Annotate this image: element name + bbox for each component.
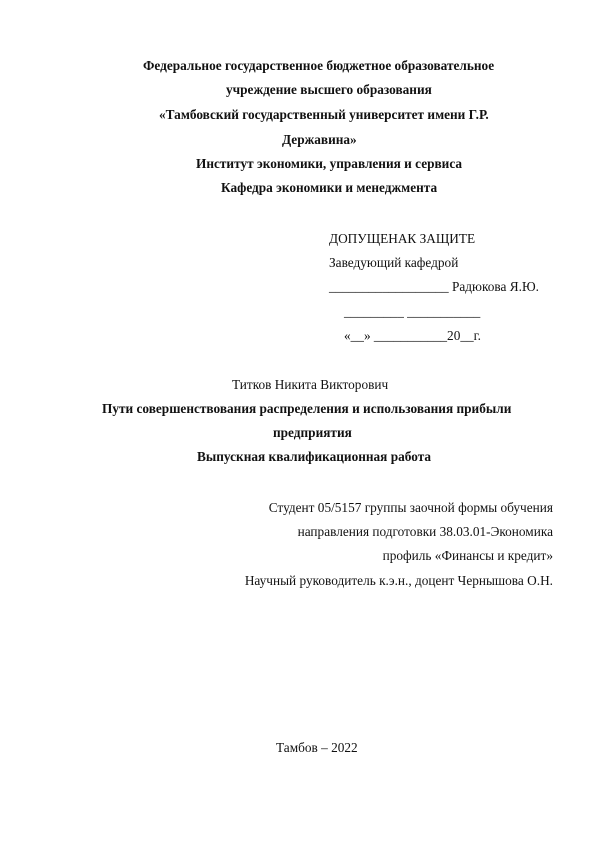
city-year: Тамбов – 2022 <box>276 740 358 755</box>
approval-heading: ДОПУЩЕНАК ЗАЩИТЕ <box>329 231 476 246</box>
study-direction: направления подготовки 38.03.01-Экономика <box>297 524 553 539</box>
approval-blank-line: _________ ___________ <box>344 304 481 319</box>
institution-line-1: Федеральное государственное бюджетное образовательное <box>143 58 495 73</box>
department-name: Кафедра экономики и менеджмента <box>221 180 438 195</box>
approval-role: Заведующий кафедрой <box>329 255 459 270</box>
institution-line-3: «Тамбовский государственный университет имени Г.Р. <box>159 107 489 122</box>
institute-name: Институт экономики, управления и сервиса <box>196 156 463 171</box>
work-type: Выпускная квалификационная работа <box>197 449 432 464</box>
topic-line-1: Пути совершенствования распределения и использования прибыли <box>102 401 512 416</box>
topic-line-2: предприятия <box>273 425 352 440</box>
author-name: Титков Никита Викторович <box>232 377 389 392</box>
institution-line-2: учреждение высшего образования <box>226 82 432 97</box>
approval-date-line: «__» ___________20__г. <box>344 328 481 343</box>
approval-signature-line: __________________ Радюкова Я.Ю. <box>329 279 539 294</box>
institution-line-4: Державина» <box>282 132 357 147</box>
supervisor: Научный руководитель к.э.н., доцент Чернышова О.Н. <box>244 573 553 588</box>
study-profile: профиль «Финансы и кредит» <box>382 548 553 563</box>
student-group: Студент 05/5157 группы заочной формы обучения <box>268 500 553 515</box>
